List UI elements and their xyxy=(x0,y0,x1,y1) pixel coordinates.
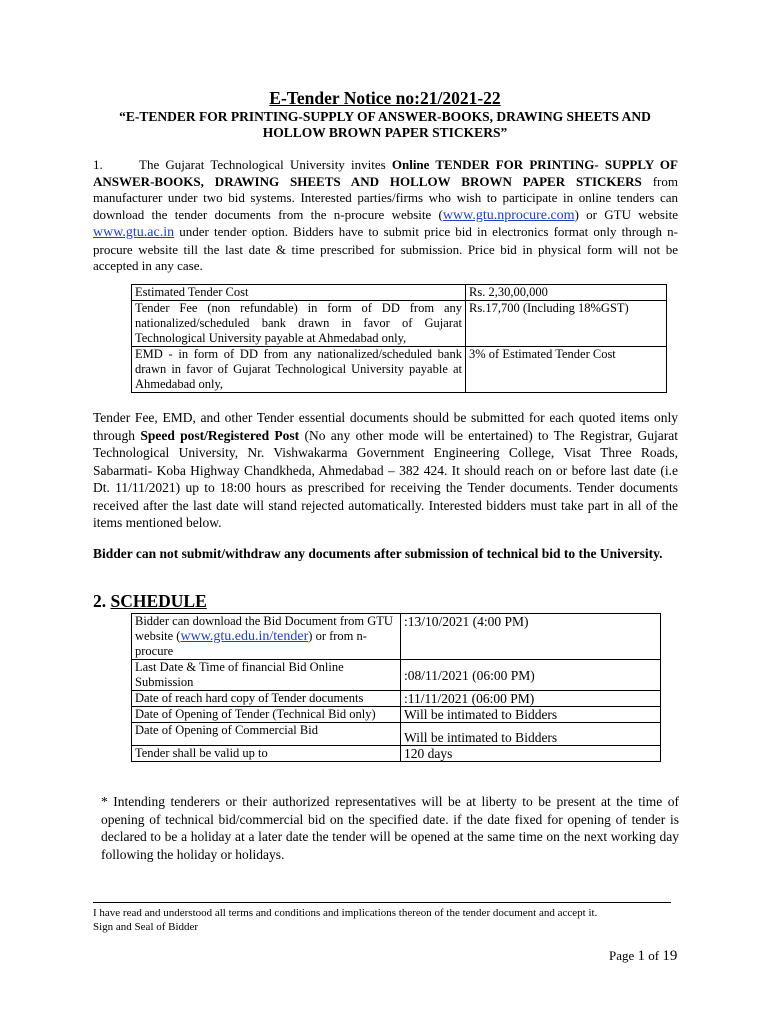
table-row xyxy=(132,660,661,691)
table-row xyxy=(132,691,661,707)
fee-label: Tender Fee (non refundable) in form of DD from any nationalized/scheduled bank drawn in favor of Gujarat Technological University payable at Ahmedabad only, xyxy=(132,301,466,347)
schedule-table xyxy=(131,613,661,762)
table-row xyxy=(132,746,661,762)
paragraph-submission: Tender Fee, EMD, and other Tender essential documents should be submitted for each quoted items only through Speed post/Registered Post (No any other mode will be entertained) to The Registrar, Gujarat Technological University, Nr. Vishwakarma Government Engineering College, Visat Three Roads, Sabarmati- Koba Highway Chandkheda, Ahmedabad – 382 424. It should reach on or before last date (i.e Dt. 11/11/2021) up to 18:00 hours as prescribed for receiving the Tender documents. Tender documents received after the last date will stand rejected automatically. Interested bidders must take part in all of the items mentioned below. xyxy=(93,410,679,530)
table-row xyxy=(132,707,661,723)
footer-divider xyxy=(93,902,671,903)
acceptance-statement: I have read and understood all terms and conditions and implications thereon of the tender document and accept it. xyxy=(93,907,598,919)
paragraph-warning: Bidder can not submit/withdraw any documents after submission of technical bid to the University. xyxy=(93,546,663,561)
schedule-label: Date of Opening of Commercial Bid xyxy=(132,723,401,746)
schedule-label: Date of Opening of Tender (Technical Bid only) xyxy=(132,707,401,723)
table-row xyxy=(132,285,667,301)
fee-value: Rs. 2,30,00,000 xyxy=(466,285,667,301)
fee-value: Rs.17,700 (Including 18%GST) xyxy=(466,301,667,347)
paragraph-number: 1. xyxy=(93,157,103,172)
table-row xyxy=(132,301,667,347)
nprocure-link[interactable]: www.gtu.nprocure.com xyxy=(442,207,575,223)
tender-link[interactable]: www.gtu.edu.in/tender xyxy=(180,629,309,644)
gtu-website-link[interactable]: www.gtu.ac.in xyxy=(93,225,175,240)
notice-subtitle: “E-TENDER FOR PRINTING-SUPPLY OF ANSWER-BOOKS, DRAWING SHEETS AND HOLLOW BROWN PAPER STICKERS” xyxy=(119,109,651,140)
footer xyxy=(93,906,678,934)
schedule-value: :08/11/2021 (06:00 PM) xyxy=(401,660,661,691)
notice-title: E-Tender Notice no:21/2021-22 xyxy=(269,88,501,108)
schedule-label: Date of reach hard copy of Tender documents xyxy=(132,691,401,707)
table-row xyxy=(132,347,667,393)
schedule-heading: 2. SCHEDULE xyxy=(93,591,207,611)
fee-label: EMD - in form of DD from any nationalized/scheduled bank drawn in favor of Gujarat Technological University payable at Ahmedabad only, xyxy=(132,347,466,393)
page-number: Page 1 of 19 xyxy=(609,948,678,964)
fee-table xyxy=(131,284,667,393)
note-paragraph: * Intending tenderers or their authorized representatives will be at liberty to be present at the time of opening of technical bid/commercial bid on the specified date. if the date fixed for opening of tender is declared to be a holiday at a later date the tender will be opened at the same time on the next working day following the holiday or holidays. xyxy=(101,794,679,862)
schedule-value: :11/11/2021 (06:00 PM) xyxy=(401,691,661,707)
schedule-value: Will be intimated to Bidders xyxy=(401,707,661,723)
schedule-value: :13/10/2021 (4:00 PM) xyxy=(401,614,661,660)
schedule-label: Last Date & Time of financial Bid Online Submission xyxy=(132,660,401,691)
schedule-label: Bidder can download the Bid Document from GTU website (www.gtu.edu.in/tender) or from n-procure xyxy=(132,614,401,660)
schedule-label: Tender shall be valid up to xyxy=(132,746,401,762)
schedule-value: 120 days xyxy=(401,746,661,762)
table-row xyxy=(132,614,661,660)
paragraph-invitation: 1. The Gujarat Technological University invites Online TENDER FOR PRINTING- SUPPLY OF ANSWER-BOOKS, DRAWING SHEETS AND HOLLOW BROWN PAPER STICKERS from manufacturer under two bid systems. Interested parties/firms who wish to participate in online tenders can download the tender documents from the n-procure website (www.gtu.nprocure.com) or GTU website www.gtu.ac.in under tender option. Bidders have to submit price bid in electronics format only through n-procure website till the last date & time prescribed for submission. Price bid in physical form will not be accepted in any case. xyxy=(93,157,678,273)
table-row xyxy=(132,723,661,746)
fee-label: Estimated Tender Cost xyxy=(132,285,466,301)
schedule-value: Will be intimated to Bidders xyxy=(401,723,661,746)
sign-seal-label: Sign and Seal of Bidder xyxy=(93,921,199,933)
fee-value: 3% of Estimated Tender Cost xyxy=(466,347,667,393)
